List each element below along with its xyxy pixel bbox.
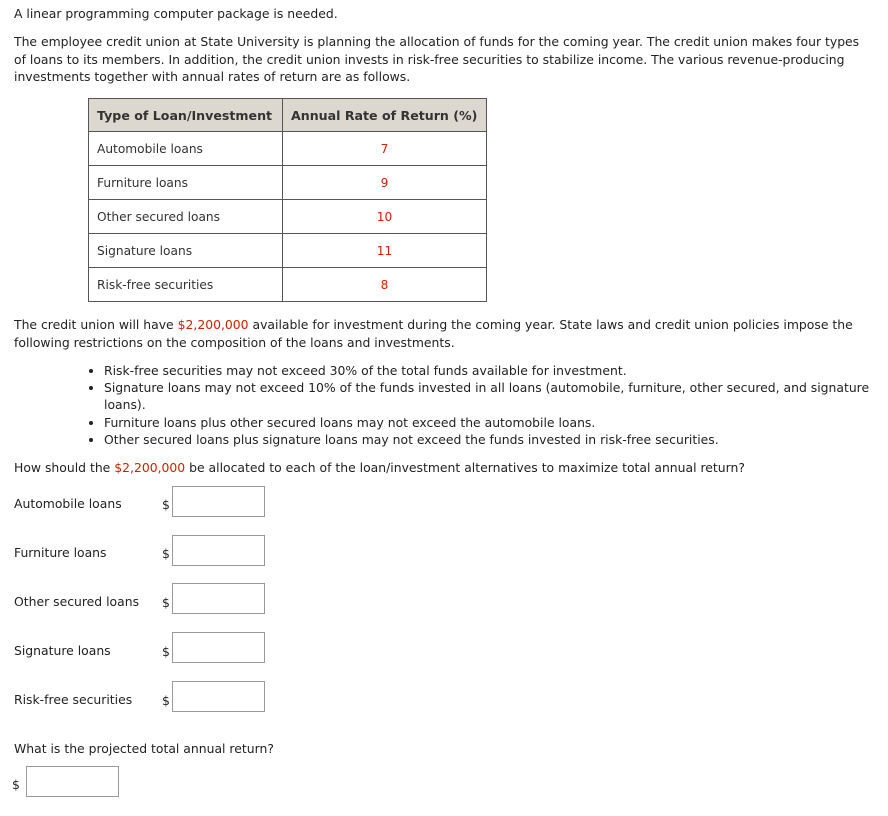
currency-symbol: $: [162, 644, 170, 659]
table-header-row: [89, 99, 487, 132]
funds-paragraph: [14, 316, 874, 351]
restrictions-list: [84, 362, 888, 448]
row-rate: 9: [283, 166, 487, 200]
answer-label-risk-free: Risk-free securities: [14, 692, 133, 707]
answer-label-signature: Signature loans: [14, 643, 111, 658]
total-return-question: What is the projected total annual return?: [14, 741, 274, 756]
row-rate: 8: [283, 268, 487, 302]
header-rate: Annual Rate of Return (%): [283, 99, 487, 132]
funds-text-after: available for investment during the coming year. State laws and credit union policies impose the following restrictions on the composition of the loans and investments.: [14, 317, 853, 350]
question-text-before: How should the: [14, 460, 115, 475]
table-row: [89, 234, 487, 268]
row-rate: 11: [283, 234, 487, 268]
intro-note: A linear programming computer package is needed.: [14, 6, 338, 21]
row-type: Other secured loans: [89, 200, 283, 234]
question-text-after: be allocated to each of the loan/investment alternatives to maximize total annual return?: [185, 460, 745, 475]
total-annual-return-input[interactable]: [26, 766, 119, 797]
row-rate: 7: [283, 132, 487, 166]
answer-label-automobile: Automobile loans: [14, 496, 122, 511]
rates-table: [88, 98, 487, 302]
restriction-item: • Risk-free securities may not exceed 30% of the total funds available for investment.: [104, 362, 888, 379]
furniture-loans-input[interactable]: [172, 535, 265, 566]
row-type: Automobile loans: [89, 132, 283, 166]
funds-amount: $2,200,000: [177, 317, 249, 332]
table-row: [89, 268, 487, 302]
currency-symbol: $: [162, 595, 170, 610]
risk-free-securities-input[interactable]: [172, 681, 265, 712]
allocation-question: [14, 459, 874, 477]
restriction-item: • Other secured loans plus signature loans may not exceed the funds invested in risk-free securities.: [104, 431, 888, 448]
signature-loans-input[interactable]: [172, 632, 265, 663]
table-row: [89, 166, 487, 200]
currency-symbol: $: [162, 497, 170, 512]
restriction-item: • Signature loans may not exceed 10% of the funds invested in all loans (automobile, furniture, other secured, and signature loans).: [104, 379, 888, 413]
row-type: Furniture loans: [89, 166, 283, 200]
currency-symbol: $: [162, 546, 170, 561]
table-row: [89, 132, 487, 166]
row-type: Signature loans: [89, 234, 283, 268]
row-rate: 10: [283, 200, 487, 234]
restriction-item: • Furniture loans plus other secured loans may not exceed the automobile loans.: [104, 414, 888, 431]
answer-label-other-secured: Other secured loans: [14, 594, 140, 609]
question-amount: $2,200,000: [114, 460, 186, 475]
header-type: Type of Loan/Investment: [89, 99, 283, 132]
funds-text-before: The credit union will have: [14, 317, 178, 332]
intro-paragraph: The employee credit union at State University is planning the allocation of funds for the coming year. The credit union makes four types of loans to its members. In addition, the credit union invests in risk-free securities to stabilize income. The various revenue-producing investments together with annual rates of return are as follows.: [14, 34, 860, 84]
currency-symbol: $: [12, 777, 20, 792]
currency-symbol: $: [162, 693, 170, 708]
other-secured-loans-input[interactable]: [172, 583, 265, 614]
answer-label-furniture: Furniture loans: [14, 545, 107, 560]
automobile-loans-input[interactable]: [172, 486, 265, 517]
table-row: [89, 200, 487, 234]
row-type: Risk-free securities: [89, 268, 283, 302]
